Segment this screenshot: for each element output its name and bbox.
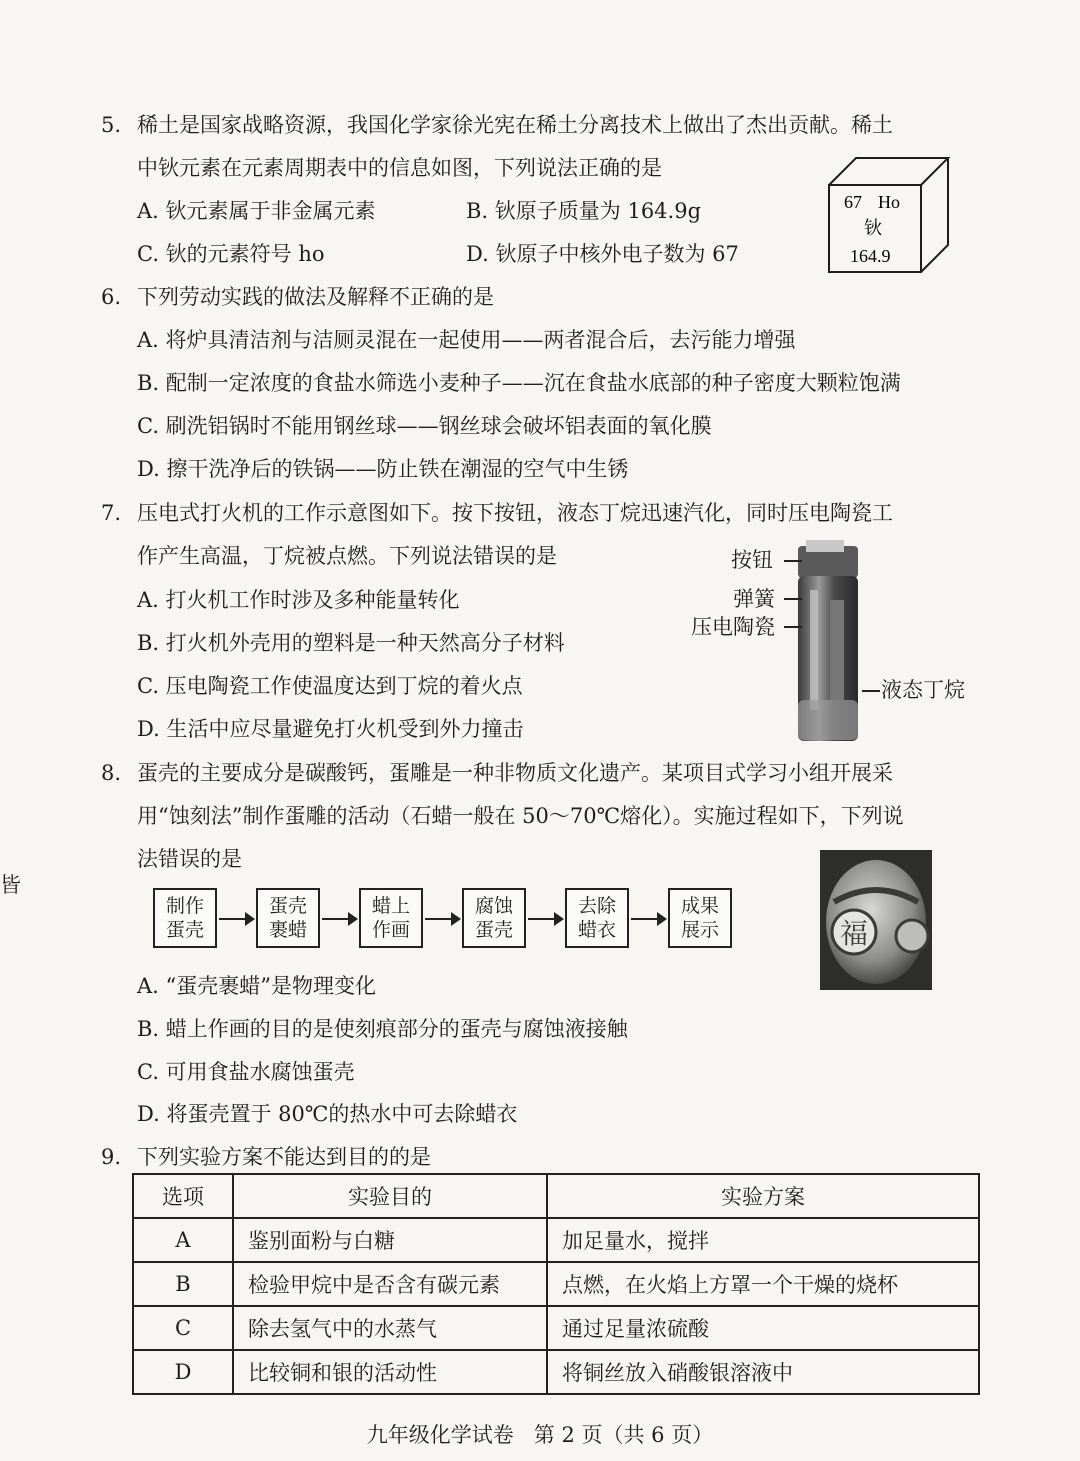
leader-line xyxy=(784,626,802,628)
flow-step: 腐蚀 蛋壳 xyxy=(462,888,526,948)
option-a[interactable]: A. 钬元素属于非金属元素 xyxy=(137,199,376,223)
option-b[interactable]: B. 蜡上作画的目的是使刻痕部分的蛋壳与腐蚀液接触 xyxy=(137,1017,628,1041)
option-d[interactable]: D. 钬原子中核外电子数为 67 xyxy=(466,242,739,266)
lighter-figure xyxy=(780,540,880,745)
button-top xyxy=(806,540,844,552)
egg-character: 福 xyxy=(840,917,869,950)
periodic-cell-figure xyxy=(826,155,952,275)
egg-carving-photo xyxy=(820,850,932,990)
option-b[interactable]: B. 打火机外壳用的塑料是一种天然高分子材料 xyxy=(137,631,565,655)
option-a[interactable]: A. 将炉具清洁剂与洁厕灵混在一起使用——两者混合后，去污能力增强 xyxy=(137,328,796,352)
leader-line xyxy=(862,690,880,692)
option-a[interactable]: A. “蛋壳裹蜡”是物理变化 xyxy=(137,974,376,998)
table-header-row xyxy=(133,1174,979,1218)
question-number: 9. xyxy=(101,1145,122,1169)
leader-line xyxy=(784,598,802,600)
question-stem: 压电式打火机的工作示意图如下。按下按钮，液态丁烷迅速汽化，同时压电陶瓷工 xyxy=(137,501,893,525)
question-stem: 下列实验方案不能达到目的的是 xyxy=(137,1145,431,1169)
cell-option: B xyxy=(133,1262,233,1306)
cell-plan: 将铜丝放入硝酸银溶液中 xyxy=(547,1350,979,1394)
cell-goal: 除去氢气中的水蒸气 xyxy=(233,1306,547,1350)
cell-plan: 点燃，在火焰上方罩一个干燥的烧杯 xyxy=(547,1262,979,1306)
option-b[interactable]: B. 钬原子质量为 164.9g xyxy=(466,199,702,223)
flow-arrow xyxy=(528,918,562,920)
option-d[interactable]: D. 生活中应尽量避免打火机受到外力撞击 xyxy=(137,717,524,741)
question-number: 6. xyxy=(101,285,122,309)
question-stem: 用“蚀刻法”制作蛋雕的活动（石蜡一般在 50～70℃熔化）。实施过程如下，下列说 xyxy=(137,804,904,828)
question-stem: 法错误的是 xyxy=(137,847,242,871)
margin-fragment: 皆 xyxy=(0,873,21,897)
question-stem: 下列劳动实践的做法及解释不正确的是 xyxy=(137,285,494,309)
element-name: 钬 xyxy=(864,218,882,239)
flow-step: 制作 蛋壳 xyxy=(153,888,217,948)
cell-option: D xyxy=(133,1350,233,1394)
question-stem: 中钬元素在元素周期表中的信息如图，下列说法正确的是 xyxy=(137,156,662,180)
page-footer: 九年级化学试卷 第 2 页（共 6 页） xyxy=(366,1423,714,1447)
option-c[interactable]: C. 钬的元素符号 ho xyxy=(137,242,325,266)
experiment-table xyxy=(132,1173,980,1395)
header-option: 选项 xyxy=(133,1174,233,1218)
label-butane: 液态丁烷 xyxy=(881,678,965,702)
flow-arrow xyxy=(631,918,665,920)
flow-step: 成果 展示 xyxy=(668,888,732,948)
cell-goal: 比较铜和银的活动性 xyxy=(233,1350,547,1394)
table-row[interactable] xyxy=(133,1262,979,1306)
flow-arrow xyxy=(219,918,253,920)
cell-option: A xyxy=(133,1218,233,1262)
header-goal: 实验目的 xyxy=(233,1174,547,1218)
cell-goal: 鉴别面粉与白糖 xyxy=(233,1218,547,1262)
cell-plan: 加足量水，搅拌 xyxy=(547,1218,979,1262)
option-d[interactable]: D. 将蛋壳置于 80℃的热水中可去除蜡衣 xyxy=(137,1102,518,1126)
leader-line xyxy=(784,560,802,562)
question-number: 5. xyxy=(101,113,122,137)
flow-step: 去除 蜡衣 xyxy=(565,888,629,948)
option-d[interactable]: D. 擦干洗净后的铁锅——防止铁在潮湿的空气中生锈 xyxy=(137,457,629,481)
option-c[interactable]: C. 可用食盐水腐蚀蛋壳 xyxy=(137,1060,355,1084)
header-plan: 实验方案 xyxy=(547,1174,979,1218)
atomic-mass: 164.9 xyxy=(850,246,891,266)
question-stem: 蛋壳的主要成分是碳酸钙，蛋雕是一种非物质文化遗产。某项目式学习小组开展采 xyxy=(137,761,893,785)
table-row[interactable] xyxy=(133,1218,979,1262)
cell-plan: 通过足量浓硫酸 xyxy=(547,1306,979,1350)
label-ceramic: 压电陶瓷 xyxy=(691,615,775,639)
element-symbol: Ho xyxy=(878,192,900,212)
flow-arrow xyxy=(322,918,356,920)
atomic-number: 67 xyxy=(844,192,862,212)
cell-option: C xyxy=(133,1306,233,1350)
option-a[interactable]: A. 打火机工作时涉及多种能量转化 xyxy=(137,588,460,612)
question-stem: 稀土是国家战略资源，我国化学家徐光宪在稀土分离技术上做出了杰出贡献。稀土 xyxy=(137,113,893,137)
flow-step: 蛋壳 裹蜡 xyxy=(256,888,320,948)
option-c[interactable]: C. 压电陶瓷工作使温度达到丁烷的着火点 xyxy=(137,674,523,698)
table-row[interactable] xyxy=(133,1350,979,1394)
flow-step: 蜡上 作画 xyxy=(359,888,423,948)
question-number: 7. xyxy=(101,501,122,525)
question-stem: 作产生高温，丁烷被点燃。下列说法错误的是 xyxy=(137,544,557,568)
cell-goal: 检验甲烷中是否含有碳元素 xyxy=(233,1262,547,1306)
flow-arrow xyxy=(425,918,459,920)
option-c[interactable]: C. 刷洗铝锅时不能用钢丝球——钢丝球会破坏铝表面的氧化膜 xyxy=(137,414,712,438)
label-button: 按钮 xyxy=(731,548,773,572)
table-row[interactable] xyxy=(133,1306,979,1350)
option-b[interactable]: B. 配制一定浓度的食盐水筛选小麦种子——沉在食盐水底部的种子密度大颗粒饱满 xyxy=(137,371,901,395)
question-number: 8. xyxy=(101,761,122,785)
label-spring: 弹簧 xyxy=(733,587,775,611)
